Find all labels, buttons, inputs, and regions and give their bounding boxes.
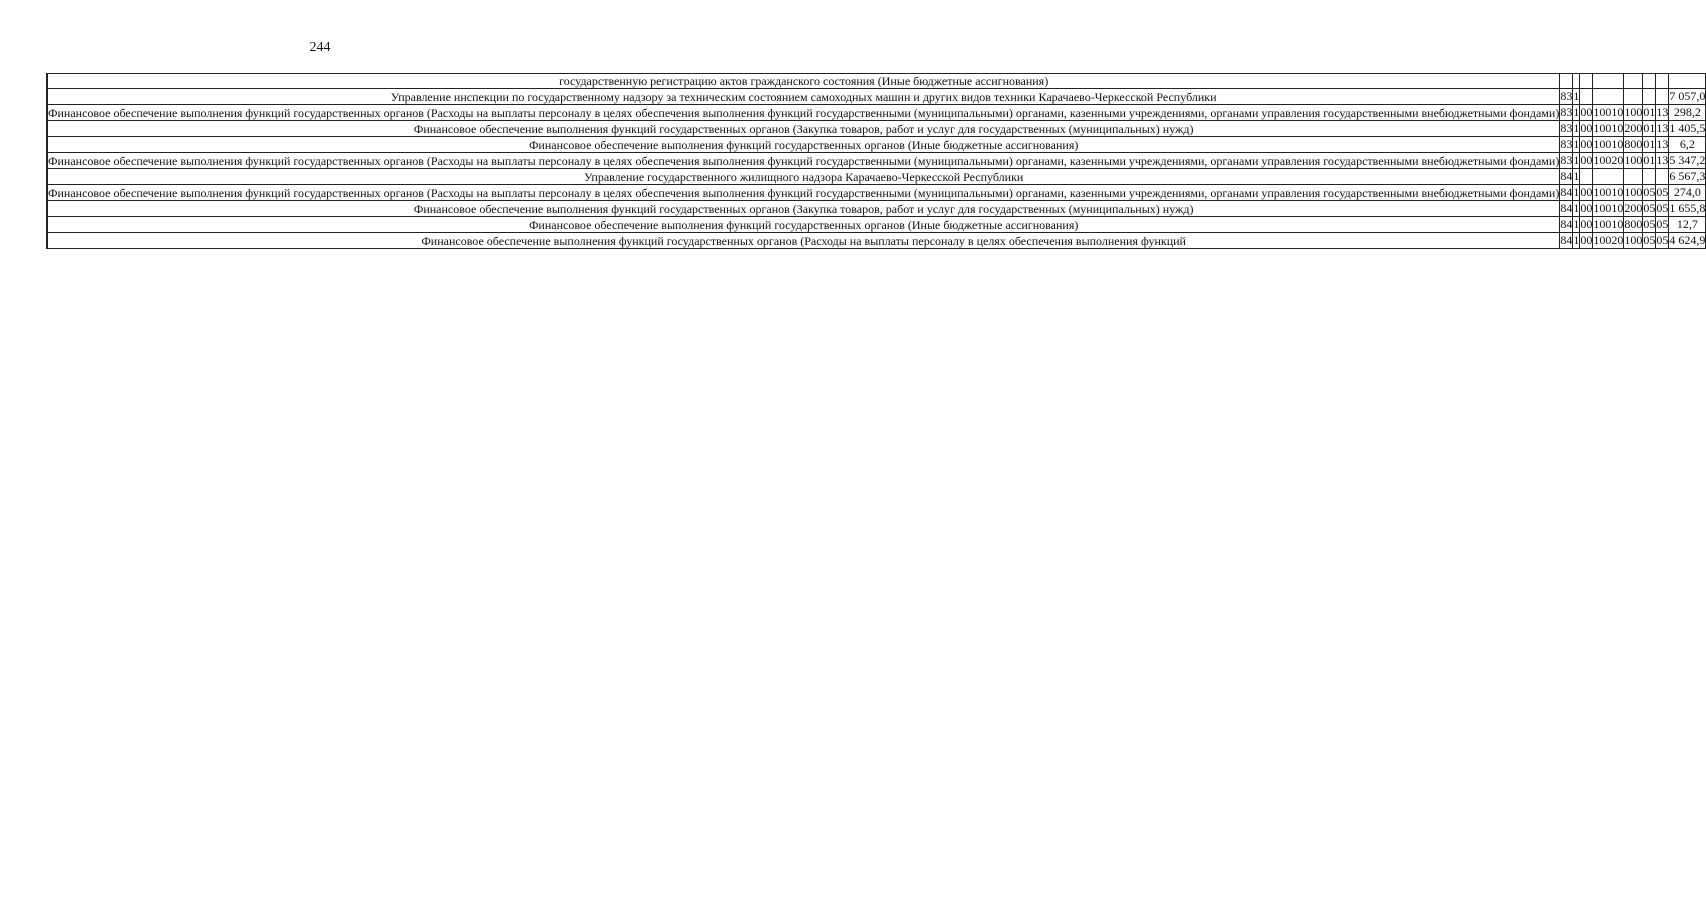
budget-table-body (47, 74, 1706, 249)
code-cell-4: 10020 (1593, 153, 1624, 168)
code-cell-1: 84 (1560, 201, 1573, 216)
code-cell-1: 83 (1560, 105, 1573, 120)
code-cell-1: 83 (1560, 121, 1573, 136)
code-cell-2: 1 (1573, 105, 1580, 120)
code-cell-5: 100 (1624, 153, 1643, 168)
code-cell-7: 05 (1656, 185, 1669, 200)
amount-cell: 298,2 (1669, 105, 1706, 121)
code-cell-4: 10010 (1593, 137, 1624, 152)
row-name-cell: Финансовое обеспечение выполнения функций государственных органов (Иные бюджетные ассигнования) (48, 137, 1560, 153)
code-cell-2: 1 (1573, 89, 1580, 104)
code-cell-3: 00 (1580, 137, 1593, 152)
code-cell-5 (1624, 89, 1643, 105)
code-cell-6: 05 (1643, 201, 1656, 216)
code-cell-4: 10010 (1593, 105, 1624, 120)
code-cell-4: 10020 (1593, 233, 1624, 248)
code-cell-4 (1593, 74, 1624, 89)
code-cell-1: 83 (1560, 137, 1573, 152)
code-cell-7: 05 (1656, 201, 1669, 216)
row-name-cell: Финансовое обеспечение выполнения функций государственных органов (Расходы на выплаты персоналу в целях обеспечения выполнения функций государственными (муниципальными) органами, казенными учреждениями, органами управления государственными внебюджетными фондами) (48, 153, 1560, 168)
code-cell-3 (1580, 74, 1593, 89)
code-cell-2 (1573, 74, 1580, 89)
amount-cell: 5 347,2 (1669, 153, 1706, 168)
amount-cell: 1 655,8 (1669, 201, 1706, 216)
amount-cell: 1 405,5 (1669, 121, 1706, 136)
code-cell-2: 1 (1573, 137, 1580, 152)
code-cell-2: 1 (1573, 121, 1580, 136)
code-cell-4: 10010 (1593, 217, 1624, 232)
code-cell-4: 10010 (1593, 201, 1624, 216)
amount-cell: 6 567,3 (1669, 169, 1706, 184)
code-cell-5 (1624, 169, 1643, 185)
row-name-cell: Финансовое обеспечение выполнения функций государственных органов (Закупка товаров, работ и услуг для государственных (муниципальных) нужд) (48, 201, 1560, 217)
code-cell-4: 10010 (1593, 121, 1624, 136)
code-cell-6: 05 (1643, 185, 1656, 200)
code-cell-4: 10010 (1593, 185, 1624, 200)
table-row (47, 137, 1706, 153)
table-row (47, 233, 1706, 249)
code-cell-6: 01 (1643, 137, 1656, 152)
row-name-cell: Финансовое обеспечение выполнения функций государственных органов (Иные бюджетные ассигнования) (48, 217, 1560, 233)
code-cell-6 (1643, 89, 1656, 105)
code-cell-3: 00 (1580, 217, 1593, 232)
row-name-cell: Финансовое обеспечение выполнения функций государственных органов (Расходы на выплаты персоналу в целях обеспечения выполнения функций (48, 233, 1560, 249)
code-cell-1: 84 (1560, 169, 1573, 184)
code-cell-5: 100 (1624, 105, 1643, 120)
code-cell-3: 00 (1580, 153, 1593, 168)
amount-cell (1669, 74, 1706, 89)
row-name-cell: Управление инспекции по государственному надзору за техническим состоянием самоходных машин и других видов техники Карачаево-Черкесской Республики (48, 89, 1560, 105)
code-cell-2: 1 (1573, 201, 1580, 216)
amount-cell: 4 624,9 (1669, 233, 1706, 248)
code-cell-6: 05 (1643, 233, 1656, 248)
amount-cell: 12,7 (1669, 217, 1706, 233)
code-cell-5: 800 (1624, 137, 1643, 152)
row-name-cell: государственную регистрацию актов гражданского состояния (Иные бюджетные ассигнования) (48, 74, 1560, 89)
code-cell-1: 84 (1560, 217, 1573, 232)
code-cell-6 (1643, 74, 1656, 89)
code-cell-3: 00 (1580, 185, 1593, 200)
code-cell-1: 84 (1560, 233, 1573, 248)
code-cell-2: 1 (1573, 185, 1580, 200)
table-row (47, 121, 1706, 137)
code-cell-7: 05 (1656, 217, 1669, 232)
code-cell-6: 01 (1643, 153, 1656, 168)
table-row (47, 185, 1706, 201)
code-cell-7: 13 (1656, 121, 1669, 136)
code-cell-7: 05 (1656, 233, 1669, 248)
amount-cell: 7 057,0 (1669, 89, 1706, 104)
table-row (47, 89, 1706, 105)
table-row (47, 201, 1706, 217)
table-row (47, 74, 1706, 89)
code-cell-6: 01 (1643, 121, 1656, 136)
table-row (47, 217, 1706, 233)
code-cell-5: 100 (1624, 185, 1643, 200)
code-cell-3: 00 (1580, 105, 1593, 120)
code-cell-6 (1643, 169, 1656, 185)
table-row (47, 105, 1706, 121)
code-cell-2: 1 (1573, 233, 1580, 248)
code-cell-7: 13 (1656, 105, 1669, 120)
code-cell-2: 1 (1573, 217, 1580, 232)
row-name-cell: Финансовое обеспечение выполнения функций государственных органов (Закупка товаров, работ и услуг для государственных (муниципальных) нужд) (48, 121, 1560, 137)
code-cell-5: 200 (1624, 201, 1643, 216)
code-cell-3 (1580, 89, 1593, 105)
code-cell-7: 13 (1656, 153, 1669, 168)
code-cell-3: 00 (1580, 121, 1593, 136)
table-row (47, 153, 1706, 169)
code-cell-1: 83 (1560, 89, 1573, 104)
code-cell-6: 01 (1643, 105, 1656, 120)
budget-table (46, 73, 1706, 249)
code-cell-1: 84 (1560, 185, 1573, 200)
code-cell-1 (1560, 74, 1573, 89)
code-cell-5 (1624, 74, 1643, 89)
code-cell-3: 00 (1580, 233, 1593, 248)
code-cell-7 (1656, 89, 1669, 105)
row-name-cell: Финансовое обеспечение выполнения функций государственных органов (Расходы на выплаты персоналу в целях обеспечения выполнения функций государственными (муниципальными) органами, казенными учреждениями, органами управления государственными внебюджетными фондами) (48, 105, 1560, 120)
table-row (47, 169, 1706, 185)
code-cell-4 (1593, 89, 1624, 105)
amount-cell: 274,0 (1669, 185, 1706, 201)
amount-cell: 6,2 (1669, 137, 1706, 153)
code-cell-5: 200 (1624, 121, 1643, 136)
code-cell-7 (1656, 169, 1669, 185)
code-cell-4 (1593, 169, 1624, 185)
row-name-cell: Управление государственного жилищного надзора Карачаево-Черкесской Республики (48, 169, 1560, 185)
code-cell-3: 00 (1580, 201, 1593, 216)
code-cell-7 (1656, 74, 1669, 89)
row-name-cell: Финансовое обеспечение выполнения функций государственных органов (Расходы на выплаты персоналу в целях обеспечения выполнения функций государственными (муниципальными) органами, казенными учреждениями, органами управления государственными внебюджетными фондами) (48, 185, 1560, 200)
code-cell-6: 05 (1643, 217, 1656, 232)
code-cell-5: 100 (1624, 233, 1643, 248)
code-cell-2: 1 (1573, 153, 1580, 168)
code-cell-1: 83 (1560, 153, 1573, 168)
code-cell-3 (1580, 169, 1593, 185)
code-cell-7: 13 (1656, 137, 1669, 152)
code-cell-5: 800 (1624, 217, 1643, 232)
code-cell-2: 1 (1573, 169, 1580, 184)
page-number: 244 (309, 40, 331, 55)
